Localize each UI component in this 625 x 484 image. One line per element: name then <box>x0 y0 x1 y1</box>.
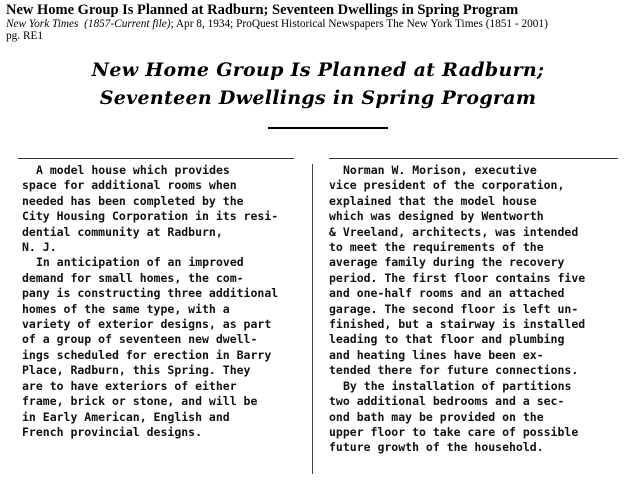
paragraph-line: pany is constructing three additional <box>22 286 279 301</box>
paragraph-line: In anticipation of an improved <box>36 255 244 270</box>
article-headline <box>18 56 618 112</box>
paragraph-line: explained that the model house <box>329 193 537 208</box>
paragraph-line: two additional bedrooms and a sec- <box>329 394 565 409</box>
paragraph-line: City Housing Corporation in its resi- <box>22 209 279 224</box>
paragraph-line: demand for small homes, the com- <box>22 270 244 285</box>
paragraph-line: N. J. <box>22 240 57 255</box>
paragraph-line: which was designed by Wentworth <box>329 209 544 224</box>
right-column-rule <box>329 158 618 159</box>
citation-source <box>6 18 618 30</box>
headline-line-1: New Home Group Is Planned at Radburn; <box>91 59 545 81</box>
column-divider <box>312 164 313 474</box>
citation-page: pg. RE1 <box>6 30 44 42</box>
paragraph-line: are to have exteriors of either <box>22 378 237 393</box>
paragraph-line: dential community at Radburn, <box>22 224 223 239</box>
paragraph-line: variety of exterior designs, as part <box>22 317 272 332</box>
left-column <box>22 163 296 440</box>
paragraph-line: tended there for future connections. <box>329 363 579 378</box>
headline-line-2: Seventeen Dwellings in Spring Program <box>99 87 537 109</box>
paragraph-line: By the installation of partitions <box>343 378 572 393</box>
newspaper-clipping <box>18 56 618 480</box>
citation-range: (1857-Current file) <box>84 18 171 30</box>
paragraph-line: in Early American, English and <box>22 409 230 424</box>
paragraph-line: A model house which provides <box>36 163 230 177</box>
paragraph-line: space for additional rooms when <box>22 178 237 193</box>
citation-title: New Home Group Is Planned at Radburn; Seventeen Dwellings in Spring Program <box>6 2 519 18</box>
headline-rule <box>268 127 388 129</box>
paragraph-line: & Vreeland, architects, was intended <box>329 224 579 239</box>
paragraph-line: ond bath may be provided on the <box>329 409 544 424</box>
paragraph-line: average family during the recovery <box>329 255 565 270</box>
paragraph-line: needed has been completed by the <box>22 193 244 208</box>
paragraph-line: garage. The second floor is left un- <box>329 301 579 316</box>
paragraph-line: period. The first floor contains five <box>329 270 586 285</box>
paragraph-line: ings scheduled for erection in Barry <box>22 347 272 362</box>
paragraph-line: future growth of the household. <box>329 440 544 455</box>
left-column-rule <box>18 158 294 159</box>
paragraph-line: and heating lines have been ex- <box>329 347 544 362</box>
citation-header <box>6 3 618 42</box>
paragraph-line: Norman W. Morison, executive <box>343 163 537 177</box>
right-column <box>329 163 617 456</box>
paragraph-line: finished, but a stairway is installed <box>329 317 586 332</box>
citation-publication: New York Times <box>6 18 79 30</box>
paragraph-line: upper floor to take care of possible <box>329 424 579 439</box>
paragraph-line: Place, Radburn, this Spring. They <box>22 363 251 378</box>
paragraph-line: homes of the same type, with a <box>22 301 230 316</box>
paragraph-line: of a group of seventeen new dwell- <box>22 332 258 347</box>
paragraph-line: vice president of the corporation, <box>329 178 565 193</box>
paragraph-line: and one-half rooms and an attached <box>329 286 565 301</box>
paragraph-line: French provincial designs. <box>22 424 203 439</box>
citation-details: ; Apr 8, 1934; ProQuest Historical Newspapers The New York Times (1851 - 2001) <box>170 18 548 30</box>
paragraph-line: frame, brick or stone, and will be <box>22 394 258 409</box>
paragraph-line: to meet the requirements of the <box>329 240 544 255</box>
paragraph-line: leading to that floor and plumbing <box>329 332 565 347</box>
